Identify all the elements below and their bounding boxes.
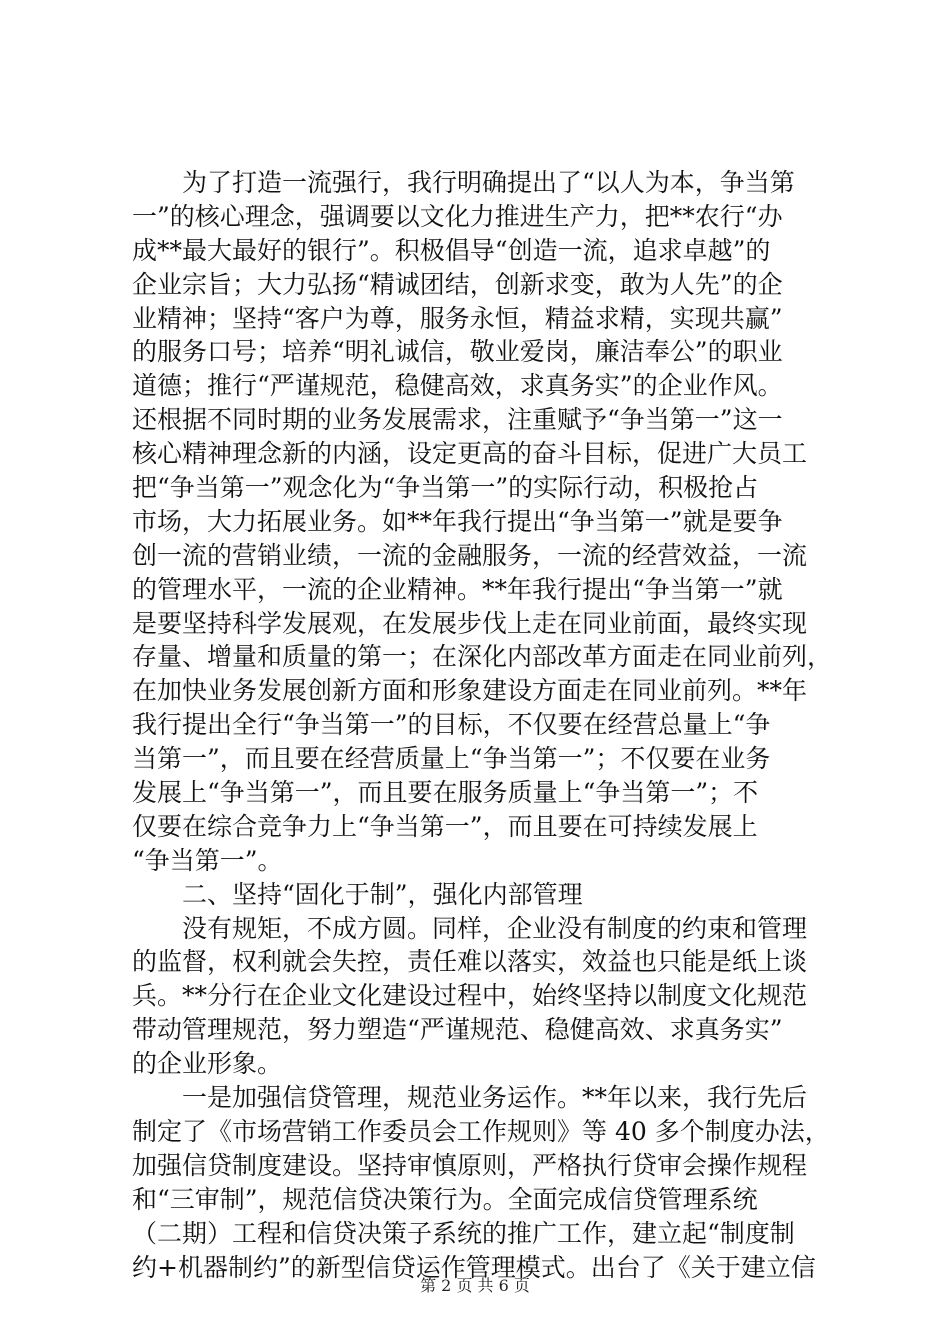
text-line: 还根据不同时期的业务发展需求，注重赋予“争当第一”这一 (132, 405, 783, 435)
text-line: 制定了《市场营销工作委员会工作规则》等 40 多个制度办法， (132, 1116, 830, 1146)
page-number-footer: 第 2 页 共 6 页 (420, 1276, 530, 1295)
body-text (132, 166, 832, 1284)
text-line: 一”的核心理念，强调要以文化力推进生产力，把**农行“办 (132, 201, 783, 231)
text-line: 兵。**分行在企业文化建设过程中，始终坚持以制度文化规范 (132, 981, 808, 1011)
text-line: “争当第一”。 (132, 845, 283, 875)
text-line: 成**最大最好的银行”。积极倡导“创造一流，追求卓越”的 (132, 235, 771, 265)
text-line: 存量、增量和质量的第一；在深化内部改革方面走在同业前列， (132, 642, 832, 672)
text-line: 约+机器制约”的新型信贷运作管理模式。出台了《关于建立信 (132, 1252, 816, 1282)
text-line: 道德；推行“严谨规范，稳健高效，求真务实”的企业作风。 (132, 371, 783, 401)
text-line: 带动管理规范，努力塑造“严谨规范、稳健高效、求真务实” (132, 1015, 783, 1045)
text-line: 的服务口号；培养“明礼诚信，敬业爱岗，廉洁奉公”的职业 (132, 337, 783, 367)
text-line: 当第一”，而且要在经营质量上“争当第一”；不仅要在业务 (132, 744, 771, 774)
text-line: （二期）工程和信贷决策子系统的推广工作，建立起“制度制 (132, 1218, 795, 1248)
text-line: 加强信贷制度建设。坚持审慎原则，严格执行贷审会操作规程 (132, 1150, 808, 1180)
section-heading: 二、坚持“固化于制”，强化内部管理 (132, 879, 583, 909)
text-line: 没有规矩，不成方圆。同样，企业没有制度的约束和管理 (132, 913, 808, 943)
text-line: 核心精神理念新的内涵，设定更高的奋斗目标，促进广大员工 (132, 439, 808, 469)
text-line: 一是加强信贷管理，规范业务运作。**年以来，我行先后 (132, 1083, 808, 1113)
text-line: 我行提出全行“争当第一”的目标，不仅要在经营总量上“争 (132, 710, 771, 740)
text-line: 的管理水平，一流的企业精神。**年我行提出“争当第一”就 (132, 574, 783, 604)
text-line: 是要坚持科学发展观，在发展步伐上走在同业前面，最终实现 (132, 608, 808, 638)
text-line: 业精神；坚持“客户为尊，服务永恒，精益求精，实现共赢” (132, 303, 783, 333)
text-line: 为了打造一流强行，我行明确提出了“以人为本，争当第 (132, 168, 795, 197)
text-line: 和“三审制”，规范信贷决策行为。全面完成信贷管理系统 (132, 1184, 758, 1214)
text-line: 仅要在综合竞争力上“争当第一”，而且要在可持续发展上 (132, 811, 758, 841)
text-line: 的监督，权利就会失控，责任难以落实，效益也只能是纸上谈 (132, 947, 808, 977)
text-line: 在加快业务发展创新方面和形象建设方面走在同业前列。**年 (132, 676, 808, 706)
text-line: 把“争当第一”观念化为“争当第一”的实际行动，积极抢占 (132, 473, 759, 503)
text-line: 企业宗旨；大力弘扬“精诚团结，创新求变，敢为人先”的企 (132, 269, 783, 299)
text-line: 的企业形象。 (132, 1049, 283, 1079)
text-line: 市场，大力拓展业务。如**年我行提出“争当第一”就是要争 (132, 506, 783, 536)
text-line: 发展上“争当第一”，而且要在服务质量上“争当第一”；不 (132, 778, 759, 808)
text-line: 创一流的营销业绩，一流的金融服务，一流的经营效益，一流 (132, 540, 808, 570)
